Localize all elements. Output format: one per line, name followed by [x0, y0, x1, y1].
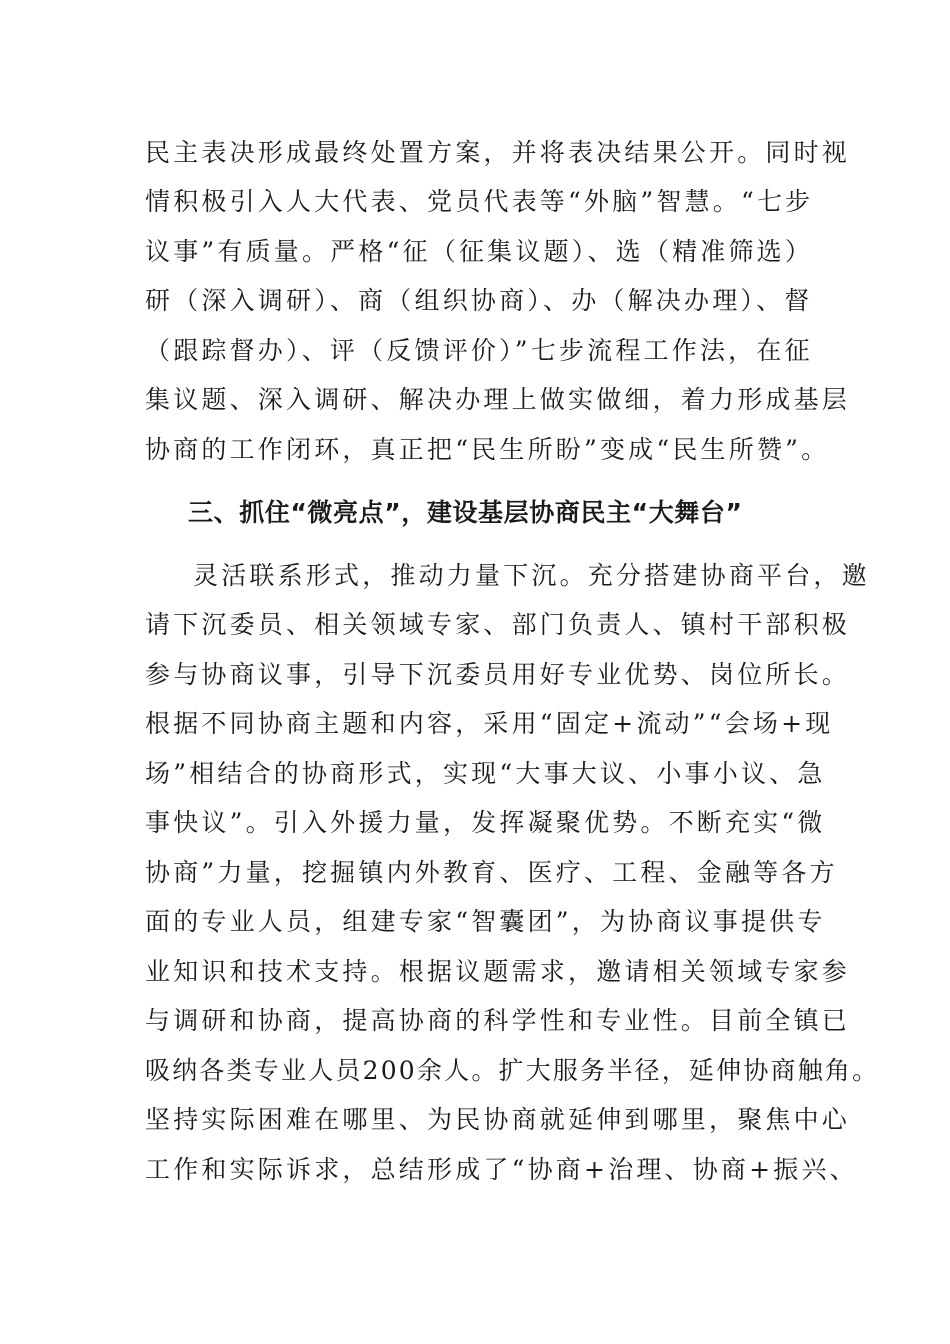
body-text-line: 请下沉委员、相关领域专家、部门负责人、镇村干部积极: [145, 610, 851, 639]
body-text-line: 协商的工作闭环，真正把“民生所盼”变成“民生所赞”。: [145, 435, 830, 464]
body-text-line: 协商”力量，挖掘镇内外教育、医疗、工程、金融等各方: [145, 858, 838, 887]
body-text-line: 研（深入调研）、商（组织协商）、办（解决办理）、督: [145, 286, 813, 315]
body-text-line: 与调研和协商，提高协商的科学性和专业性。目前全镇已: [145, 1006, 851, 1035]
body-text-line: 集议题、深入调研、解决办理上做实做细，着力形成基层: [145, 385, 851, 414]
body-text-line: 情积极引入人大代表、党员代表等“外脑”智慧。“七步: [145, 187, 814, 216]
body-text-line: 业知识和技术支持。根据议题需求，邀请相关领域专家参: [145, 957, 851, 986]
body-text-line: 场”相结合的协商形式，实现“大事大议、小事小议、急: [145, 759, 826, 788]
body-text-line: 事快议”。引入外援力量，发挥凝聚优势。不断充实“微: [145, 808, 826, 837]
body-text-line: 工作和实际诉求，总结形成了“协商+治理、协商+振兴、: [145, 1155, 858, 1184]
body-text-line: 民主表决形成最终处置方案，并将表决结果公开。同时视: [145, 138, 851, 167]
body-text-line: 灵活联系形式，推动力量下沉。充分搭建协商平台，邀: [193, 561, 870, 590]
body-text-line: 参与协商议事，引导下沉委员用好专业优势、岗位所长。: [145, 660, 851, 689]
body-text-line: （跟踪督办）、评（反馈评价）”七步流程工作法，在征: [145, 336, 813, 365]
body-text-line: 议事”有质量。严格“征（征集议题）、选（精准筛选）: [145, 237, 814, 266]
body-text-line: 坚持实际困难在哪里、为民协商就延伸到哪里，聚焦中心: [145, 1105, 851, 1134]
section-heading: 三、抓住“微亮点”，建设基层协商民主“大舞台”: [188, 498, 743, 527]
body-text-line: 面的专业人员，组建专家“智囊团”，为协商议事提供专: [145, 907, 826, 936]
body-text-line: 根据不同协商主题和内容，采用“固定+流动”“会场+现: [145, 709, 834, 738]
body-text-line: 吸纳各类专业人员200余人。扩大服务半径，延伸协商触角。: [145, 1056, 880, 1085]
